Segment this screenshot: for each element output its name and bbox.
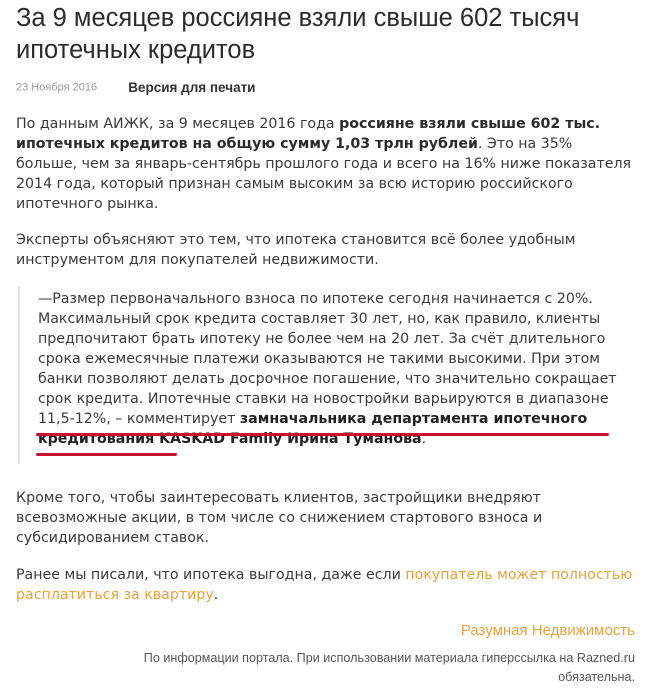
quote-bar	[18, 286, 20, 464]
author-underline-2	[36, 453, 177, 456]
print-version-link[interactable]: Версия для печати	[128, 80, 256, 95]
paragraph-1-text-a: По данным АИЖК, за 9 месяцев 2016 года	[16, 116, 340, 132]
source-link[interactable]: Разумная Недвижимость	[460, 622, 635, 639]
paragraph-3: Кроме того, чтобы заинтересовать клиентов, застройщики внедряют всевозможные акции, в том числе со снижением стартового взноса и субсидированием ставок.	[16, 490, 543, 546]
buyer-pays-link[interactable]: покупатель может полностью расплатиться за квартиру	[16, 567, 633, 603]
paragraph-1-text-b: . Это на 35% больше, чем за январь-сентябрь прошлого года и всего на 16% ниже показателя 2014 года, который признан самым высоким за всю историю российского ипотечного рынка.	[16, 136, 632, 212]
article-meta	[16, 77, 255, 95]
paragraph-4-text-a: Ранее мы писали, что ипотека выгодна, даже если	[16, 567, 406, 583]
article-date: 23 Ноября 2016	[16, 81, 98, 94]
author-underline-1	[36, 433, 609, 436]
paragraph-4-text-b: .	[213, 587, 219, 603]
quote-end: .	[421, 431, 427, 447]
article-title: За 9 месяцев россияне взяли свыше 602 тысяч ипотечных кредитов	[16, 4, 580, 64]
disclaimer: По информации портала. При использовании материала гиперссылка на Razned.ru обязательна.	[143, 651, 635, 684]
quote	[38, 289, 628, 449]
paragraph-1	[16, 114, 636, 214]
paragraph-4	[16, 565, 636, 605]
paragraph-2: Эксперты объясняют это тем, что ипотека становится всё более удобным инструментом для покупателей недвижимости.	[16, 232, 576, 268]
paragraph-1-bold: россияне взяли свыше 602 тыс. ипотечных кредитов на общую сумму 1,03 трлн рублей	[16, 116, 601, 152]
quote-author: замначальника департамента ипотечного кредитования KASKAD Family Ирина Туманова	[38, 411, 588, 447]
quote-text: —Размер первоначального взноса по ипотеке сегодня начинается с 20%. Максимальный срок кредита составляет 30 лет, но, как правило, клиенты предпочитают брать ипотеку не более чем на 20 лет. За счёт длительного срока ежемесячные платежи оказываются не такими высокими. При этом банки позволяют делать досрочное погашение, что значительно сокращает срок кредита. Ипотечные ставки на новостройки варьируются в диапазоне 11,5-12%, – комментирует	[38, 291, 617, 427]
